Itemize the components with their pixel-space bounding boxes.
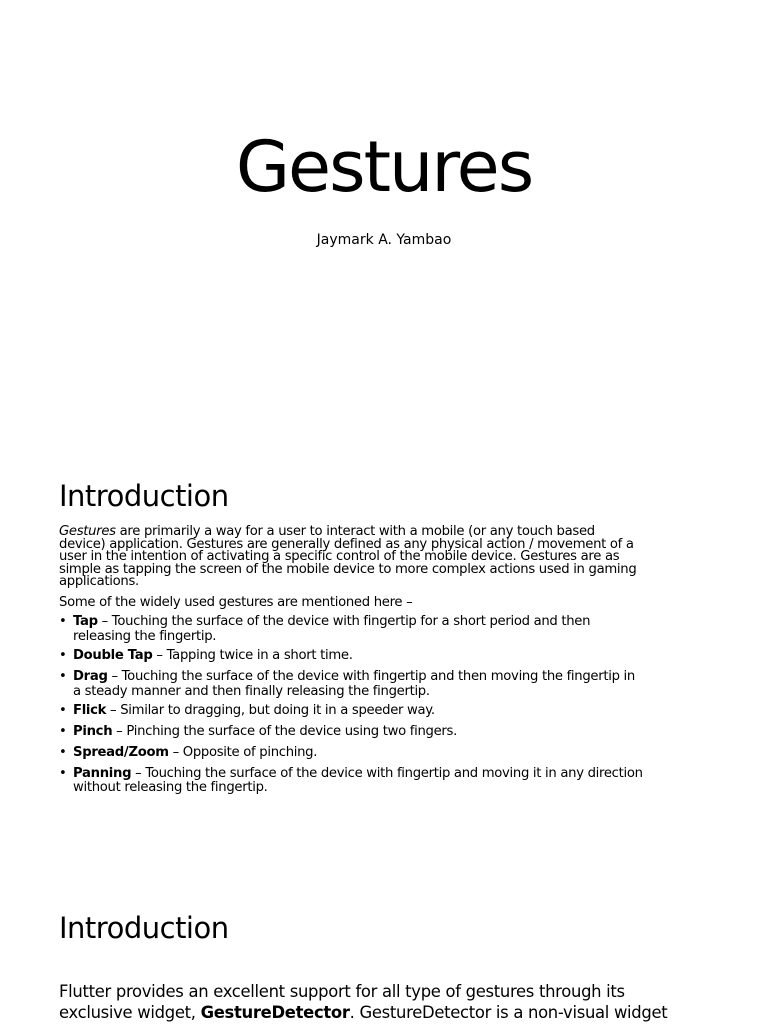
bullet-icon: • xyxy=(59,702,67,718)
intro-term: Gestures xyxy=(59,524,116,539)
list-item xyxy=(59,669,719,698)
gesture-name: Tap xyxy=(73,613,98,629)
introduction-slide xyxy=(0,432,768,864)
gesture-name: Pinch xyxy=(73,723,113,739)
list-item xyxy=(59,703,719,719)
bullet-icon: • xyxy=(59,723,67,739)
gesture-detector-term: GestureDetector xyxy=(200,1003,350,1022)
flutter-introduction-slide xyxy=(0,864,768,1024)
bullet-icon: • xyxy=(59,744,67,760)
bullet-icon: • xyxy=(59,613,67,629)
gesture-name: Spread/Zoom xyxy=(73,744,169,760)
bullet-icon: • xyxy=(59,765,67,781)
gestures-lead: Some of the widely used gestures are mentioned here – xyxy=(59,594,413,610)
gesture-description: – Touching the surface of the device with fingertip and then moving the fingertip in xyxy=(107,668,635,684)
intro-line-5: applications. xyxy=(59,574,139,590)
list-item xyxy=(59,648,719,664)
slide-title: Introduction xyxy=(59,911,229,945)
gesture-description-continued: without releasing the fingertip. xyxy=(73,780,268,796)
gesture-description: – Pinching the surface of the device using two fingers. xyxy=(112,723,458,739)
author-name: Jaymark A. Yambao xyxy=(316,232,452,248)
bullet-icon: • xyxy=(59,647,67,663)
gesture-name: Panning xyxy=(73,765,132,781)
list-item xyxy=(59,745,719,761)
gesture-description: – Touching the surface of the device with fingertip for a short period and then xyxy=(97,613,591,629)
gesture-description: – Opposite of pinching. xyxy=(168,744,318,760)
slide-body xyxy=(59,526,719,800)
gesture-description: – Similar to dragging, but doing it in a speeder way. xyxy=(106,702,435,718)
gesture-description: – Touching the surface of the device with fingertip and moving it in any direction xyxy=(131,765,643,781)
intro-line-4: simple as tapping the screen of the mobile device to more complex actions used in gaming xyxy=(59,561,637,577)
gesture-name: Drag xyxy=(73,668,108,684)
presentation-title: Gestures xyxy=(235,126,533,208)
intro-line-1: are primarily a way for a user to interact with a mobile (or any touch based xyxy=(115,524,595,539)
gesture-description-continued: releasing the fingertip. xyxy=(73,628,217,644)
flutter-line-1: Flutter provides an excellent support for all type of gestures through its xyxy=(59,982,625,1001)
gestures-list xyxy=(59,614,719,795)
gesture-name: Double Tap xyxy=(73,647,153,663)
gesture-description-continued: a steady manner and then finally releasing the fingertip. xyxy=(73,683,430,699)
intro-line-3: user in the intention of activating a specific control of the mobile device. Gestures are as xyxy=(59,549,620,565)
flutter-line-2-start: exclusive widget, xyxy=(59,1003,201,1022)
title-slide xyxy=(0,0,768,432)
slide-title: Introduction xyxy=(59,479,229,513)
list-item xyxy=(59,724,719,740)
list-item xyxy=(59,766,719,795)
intro-line-2: device) application. Gestures are generally defined as any physical action / movement of a xyxy=(59,536,634,552)
bullet-icon: • xyxy=(59,668,67,684)
intro-paragraph xyxy=(59,526,719,589)
list-item xyxy=(59,614,719,643)
gesture-name: Flick xyxy=(73,702,107,718)
flutter-line-2-end: . GestureDetector is a non-visual widget xyxy=(349,1003,668,1022)
gesture-description: – Tapping twice in a short time. xyxy=(152,647,353,663)
flutter-paragraph xyxy=(59,981,749,1023)
